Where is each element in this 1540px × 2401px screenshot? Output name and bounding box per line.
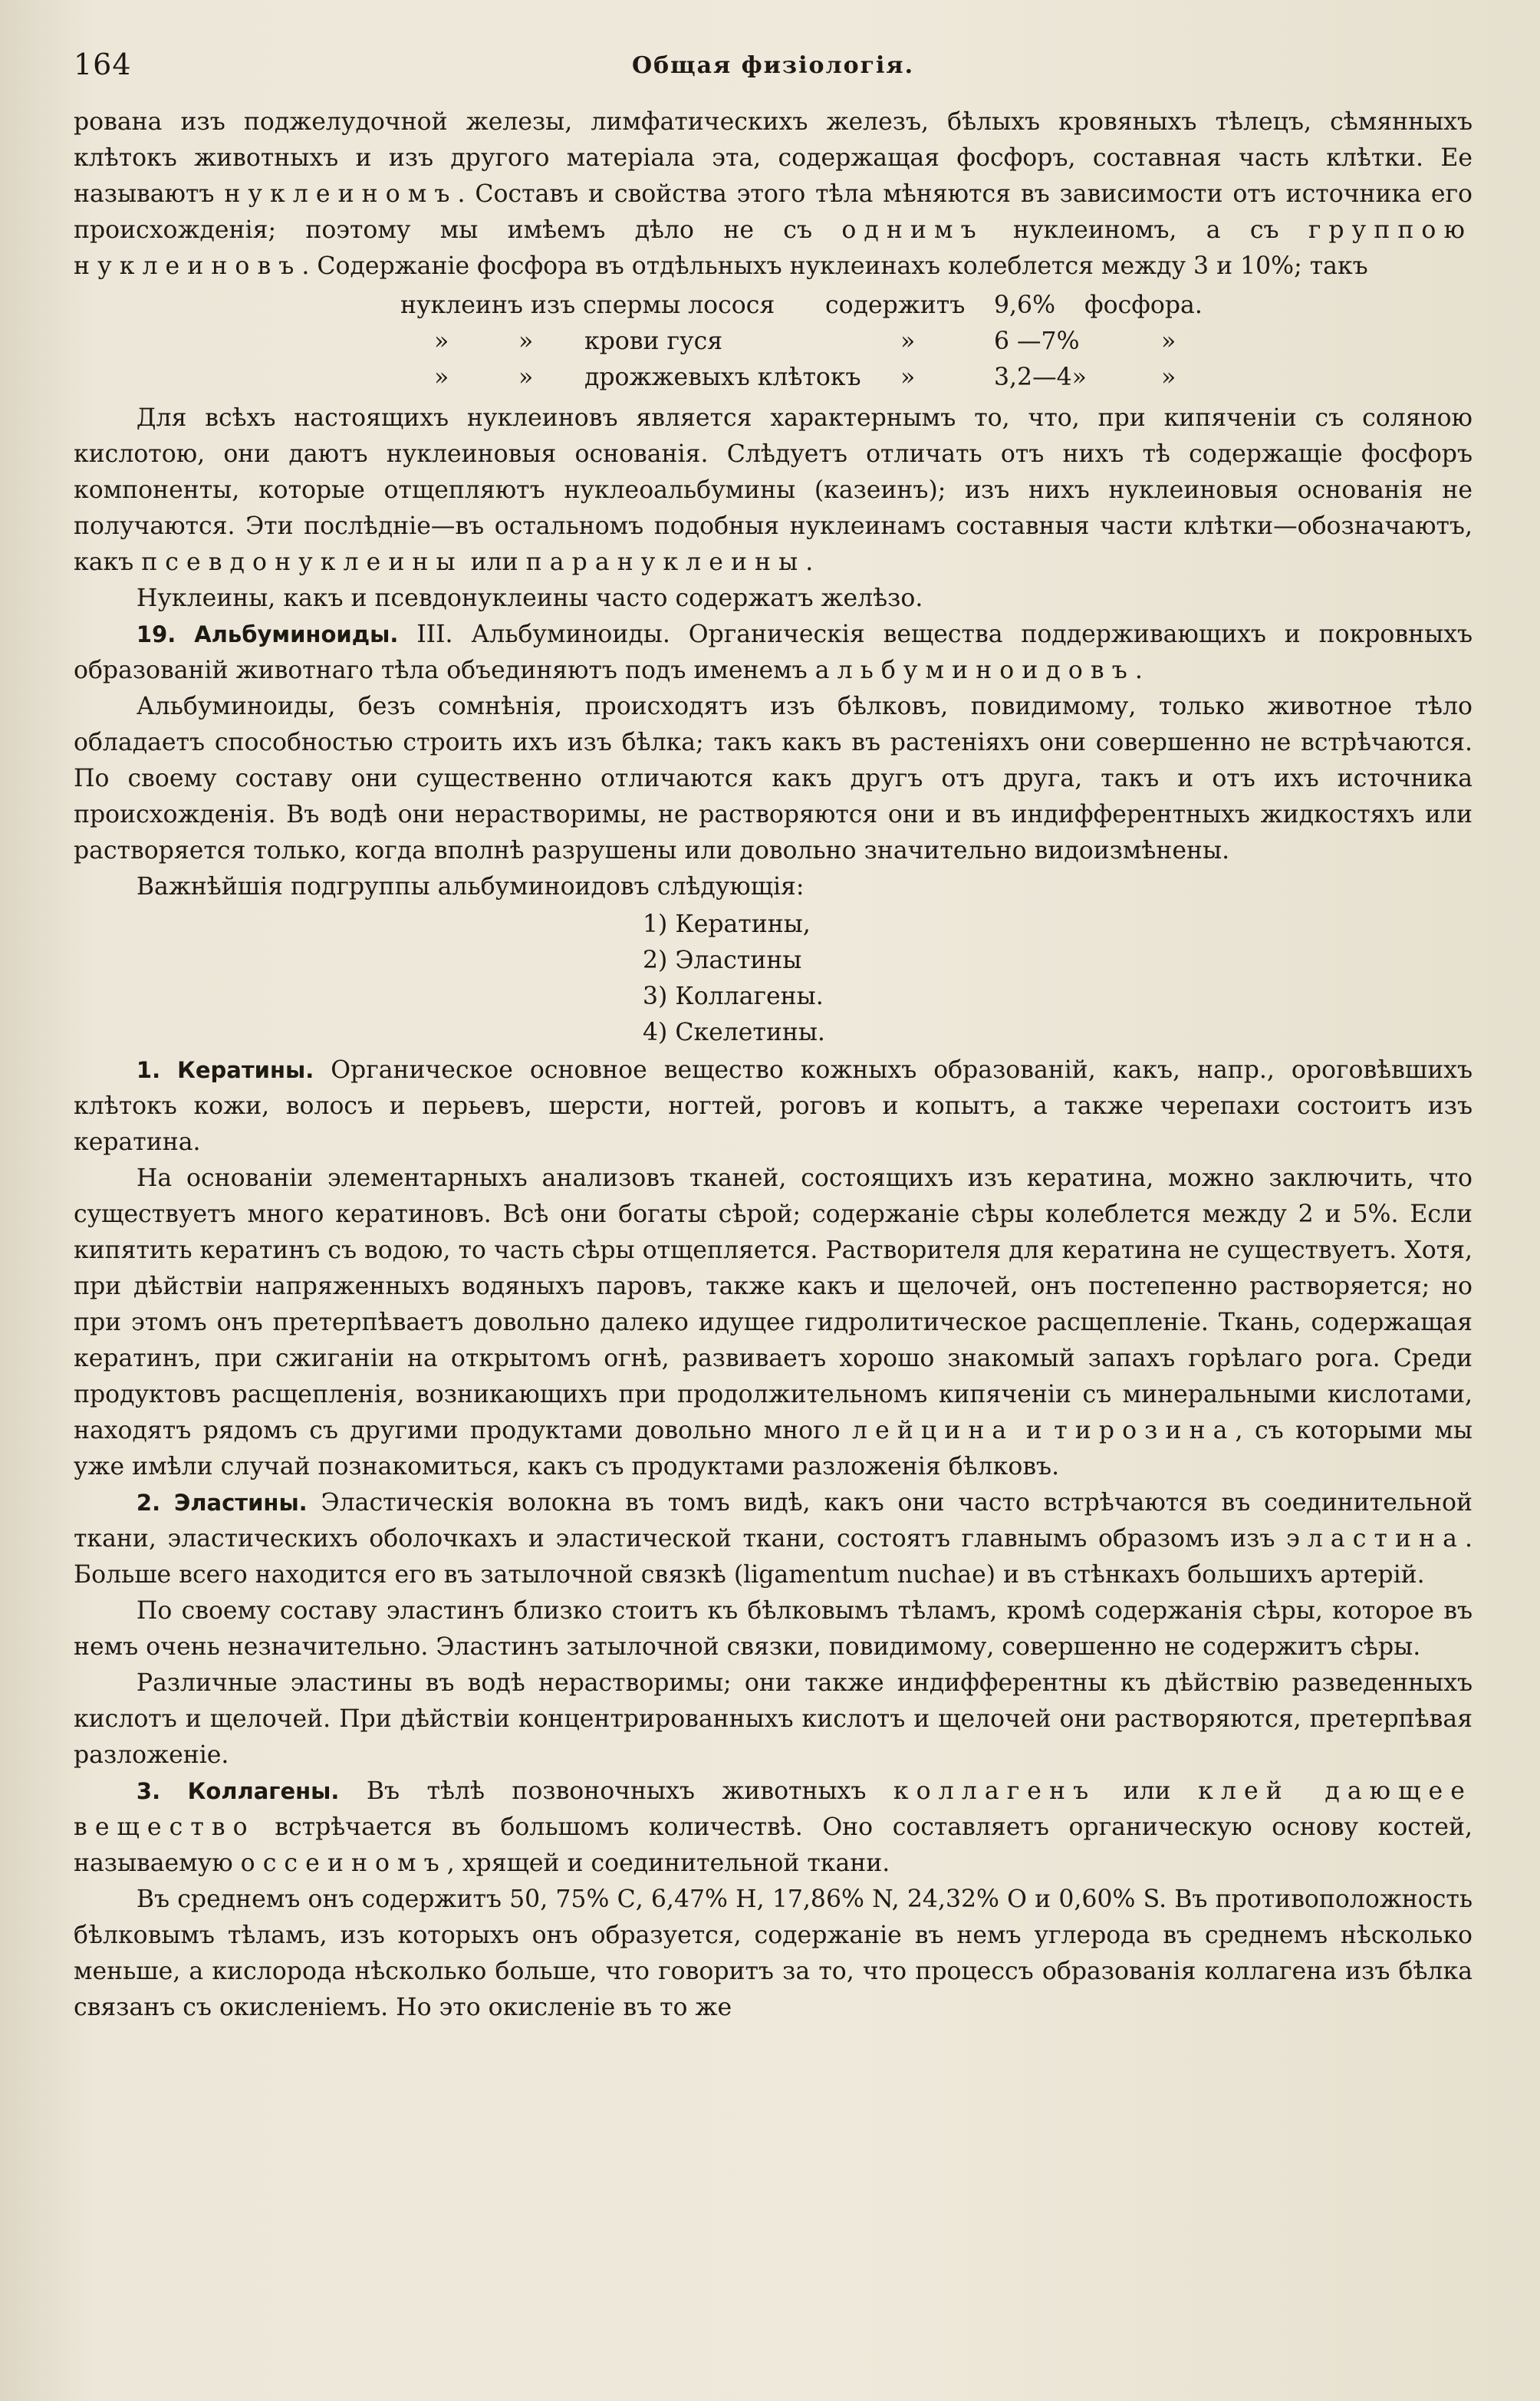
- spaced-term: коллагенъ: [893, 1777, 1097, 1805]
- section-heading: 3. Коллагены.: [136, 1778, 340, 1804]
- spaced-term: парануклеины: [525, 548, 806, 576]
- paragraph-collagen-composition: Въ среднемъ онъ содержитъ 50, 75% С, 6,47% Н, 17,86% N, 24,32% О и 0,60% S. Въ противоположность бѣлковымъ тѣламъ, изъ которыхъ онъ образуется, содержанiе въ немъ углерода въ среднемъ нѣсколько меньше, а кислорода нѣсколько больше, что говоритъ за то, что процессъ образованiя коллагена изъ бѣлка связанъ съ окисленiемъ. Но это окисленiе въ то же: [74, 1886, 1473, 2021]
- section-keratins: 1. Кератины. Органическое основное вещество кожныхъ образованiй, какъ, напр., ороговѣвшихъ клѣтокъ кожи, волосъ и перьевъ, шерсти, ногтей, роговъ и копытъ, а также черепахи состоитъ изъ кератина.: [74, 1056, 1473, 1156]
- table-row: » » крови гуся » 6 —7% »: [434, 328, 1176, 355]
- section-albuminoids: 19. Альбуминоиды. III. Альбуминоиды. Органическiя вещества поддерживающихъ и покровныхъ образованiй животнаго тѣла объединяютъ подъ именемъ альбуминоидовъ.: [74, 621, 1473, 684]
- list-item: 3) Коллагены.: [643, 983, 824, 1010]
- table-row: » » дрожжевыхъ клѣтокъ » 3,2—4» »: [434, 364, 1176, 391]
- page-number: 164: [74, 48, 132, 81]
- paragraph-keratin-analysis: На основанiи элементарныхъ анализовъ тканей, состоящихъ изъ кератина, можно заключить, что существуетъ много кератиновъ. Всѣ они богаты сѣрой; содержанiе сѣры колеблется между 2 и 5%. Если кипятить кератинъ съ водою, то часть сѣры отщепляется. Растворителя для кератина не существуетъ. Хотя, при дѣйствiи напряженныхъ водяныхъ паровъ, также какъ и щелочей, онъ постепенно растворяется; но при этомъ онъ претерпѣваетъ довольно далеко идущее гидролитическое расщепленiе. Ткань, содержащая кератинъ, при сжиганiи на открытомъ огнѣ, развиваетъ хорошо знакомый запахъ горѣлаго рога. Среди продуктовъ расщепленiя, возникающихъ при продолжительномъ кипяченiи съ минеральными кислотами, находятъ рядомъ съ другими продуктами довольно много лейцина и тирозина, съ которыми мы уже имѣли случай познакомиться, какъ съ продуктами разложенiя бѣлковъ.: [74, 1164, 1473, 1480]
- spaced-term: клей дающее вещество: [74, 1777, 1473, 1841]
- spaced-term: однимъ: [841, 216, 984, 244]
- spaced-term: псевдонуклеины: [141, 548, 463, 576]
- spaced-term: альбуминоидовъ: [814, 657, 1135, 684]
- paragraph-subgroups-intro: Важнѣйшiя подгруппы альбуминоидовъ слѣдующiя:: [136, 873, 805, 901]
- spaced-term: нуклеиномъ: [224, 180, 458, 208]
- page-header: [74, 48, 1473, 91]
- paragraph-true-nucleins: Для всѣхъ настоящихъ нуклеиновъ является характернымъ то, что, при кипяченiи съ соляною кислотою, они даютъ нуклеиновыя основанiя. Слѣдуетъ отличать отъ нихъ тѣ содержащiе фосфоръ компоненты, которые отщепляютъ нуклеоальбумины (казеинъ); изъ нихъ нуклеиновыя основанiя не получаются. Эти послѣднiе—въ остальномъ подобныя нуклеинамъ составныя части клѣтки—обозначаютъ, какъ псевдонуклеины или парануклеины.: [74, 404, 1473, 576]
- spaced-term: тирозина: [1054, 1417, 1236, 1444]
- running-head-title: Общая физiологiя.: [631, 52, 915, 79]
- subgroups-list: [74, 907, 1473, 1051]
- paragraph-iron: Нуклеины, какъ и псевдонуклеины часто содержатъ желѣзо.: [136, 585, 923, 612]
- section-heading: 19. Альбуминоиды.: [136, 621, 399, 647]
- paragraph-nuclein: рована изъ поджелудочной железы, лимфатическихъ железъ, бѣлыхъ кровяныхъ тѣлецъ, сѣмянныхъ клѣтокъ животныхъ и изъ другого матерiала эта, содержащая фосфоръ, составная часть клѣтки. Ее называютъ нуклеиномъ. Составъ и свойства этого тѣла мѣняются въ зависимости отъ источника его происхожденiя; поэтому мы имѣемъ дѣло не съ однимъ нуклеиномъ, а съ группою нуклеиновъ. Содержанiе фосфора въ отдѣльныхъ нуклеинахъ колеблется между 3 и 10%; такъ: [74, 108, 1473, 280]
- spaced-term: группою нуклеиновъ: [74, 216, 1473, 280]
- list-item: 2) Эластины: [643, 947, 802, 974]
- section-heading: 2. Эластины.: [136, 1490, 308, 1516]
- list-item: 1) Кератины,: [643, 911, 811, 938]
- section-collagens: 3. Коллагены. Въ тѣлѣ позвоночныхъ животныхъ коллагенъ или клей дающее вещество встрѣчается въ большомъ количествѣ. Оно составляетъ органическую основу костей, называемую оссеиномъ, хрящей и соединительной ткани.: [74, 1777, 1473, 1877]
- spaced-term: эластина: [1286, 1525, 1465, 1553]
- nuclein-phosphorus-table: [74, 288, 1473, 396]
- list-item: 4) Скелетины.: [643, 1019, 825, 1046]
- body-text: [74, 104, 1473, 2026]
- spaced-term: лейцина: [852, 1417, 1015, 1444]
- table-row: нуклеинъ изъ спермы лосося содержитъ 9,6% фосфора.: [400, 291, 1203, 319]
- section-heading: 1. Кератины.: [136, 1057, 314, 1083]
- spaced-term: оссеиномъ: [240, 1849, 447, 1877]
- section-elastins: 2. Эластины. Эластическiя волокна въ томъ видѣ, какъ они часто встрѣчаются въ соединительной ткани, эластическихъ оболочкахъ и эластической ткани, состоятъ главнымъ образомъ изъ эластина. Больше всего находится его въ затылочной связкѣ (ligamentum nuchae) и въ стѣнкахъ большихъ артерiй.: [74, 1489, 1473, 1589]
- paragraph-elastin-solubility: Различные эластины въ водѣ нерастворимы; они также индифферентны къ дѣйствiю разведенныхъ кислотъ и щелочей. При дѣйствiи концентрированныхъ кислотъ и щелочей они растворяются, претерпѣвая разложенiе.: [74, 1669, 1473, 1769]
- paragraph-elastin-composition: По своему составу эластинъ близко стоитъ къ бѣлковымъ тѣламъ, кромѣ содержанiя сѣры, которое въ немъ очень незначительно. Эластинъ затылочной связки, повидимому, совершенно не содержитъ сѣры.: [74, 1597, 1473, 1661]
- paragraph-albuminoid-origin: Альбуминоиды, безъ сомнѣнiя, происходятъ изъ бѣлковъ, повидимому, только животное тѣло обладаетъ способностью строить ихъ изъ бѣлка; такъ какъ въ растенiяхъ они совершенно не встрѣчаются. По своему составу они существенно отличаются какъ другъ отъ друга, такъ и отъ ихъ источника происхожденiя. Въ водѣ они нерастворимы, не растворяются они и въ индифферентныхъ жидкостяхъ или растворяется только, когда вполнѣ разрушены или довольно значительно видоизмѣнены.: [74, 693, 1473, 865]
